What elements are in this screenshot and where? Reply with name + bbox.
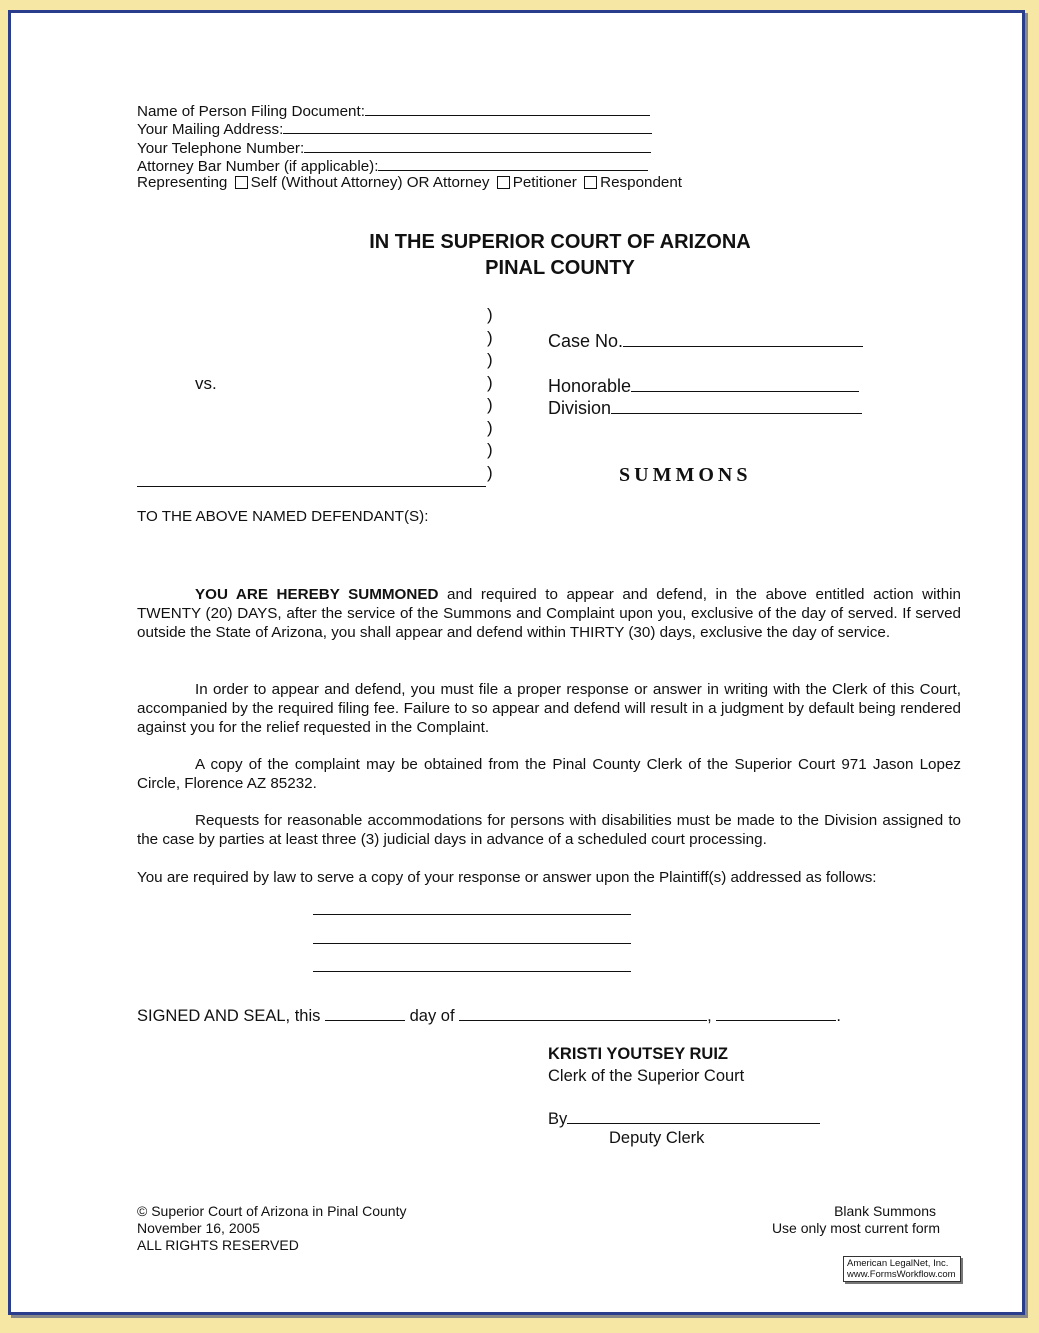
paren: ) [487,440,493,459]
paragraph-serve [137,869,961,888]
paren: ) [487,417,493,437]
vs-label: vs. [195,374,217,393]
accommodations-text: Requests for reasonable accommodations for persons with disabilities must be made to the Division assigned to the case by parties at least three (3) judicial days in advance of a scheduled court processing. [137,812,961,848]
form-date: November 16, 2005 [137,1220,260,1236]
comma: , [707,1007,712,1025]
summoned-text: and required to appear and defend, in the above entitled action within TWENTY (20) DAYS, after the service of the Summons and Complaint upon you, exclusive of the day of served. If served outside the State of Arizona, you shall appear and defend within THIRTY (30) days, exclusive the day of service. [137,586,961,641]
footer-right [740,1203,940,1237]
caption-divider [487,304,493,484]
bar-number-field[interactable] [378,156,648,171]
signed-year-field[interactable] [716,1004,836,1021]
honorable-field[interactable] [631,374,859,392]
plaintiff-address-line-1[interactable] [313,913,631,915]
paren: ) [487,372,493,392]
respondent-label: Respondent [600,174,683,192]
honorable-label: Honorable [548,376,632,396]
signed-label: SIGNED AND SEAL, this [137,1007,321,1025]
deputy-clerk-label: Deputy Clerk [609,1129,705,1147]
signed-day-field[interactable] [325,1004,405,1021]
period: . [836,1007,841,1025]
division-field[interactable] [611,396,862,414]
stamp-company: American LegalNet, Inc. [847,1258,949,1269]
serve-text: You are required by law to serve a copy of your response or answer upon the Plaintiff(s) addressed as follows: [137,869,877,886]
self-checkbox[interactable] [235,176,248,189]
court-title: IN THE SUPERIOR COURT OF ARIZONA [369,231,751,253]
division [548,396,862,419]
summons-title: SUMMONS [619,464,752,486]
representing-label: Representing [137,174,228,192]
signed-month-field[interactable] [459,1004,707,1021]
county-title: PINAL COUNTY [485,257,635,279]
case-number-label: Case No. [548,331,624,351]
phone-label: Your Telephone Number: [137,139,305,157]
deputy-signature-field[interactable] [567,1107,820,1124]
paren: ) [487,462,493,482]
case-number-field[interactable] [623,329,863,347]
paren: ) [487,327,493,347]
clerk-title: Clerk of the Superior Court [548,1067,745,1085]
address-field[interactable] [283,119,652,134]
appear-text: In order to appear and defend, you must file a proper response or answer in writing with the Clerk of this Court, accompanied by the required filing fee. Failure to so appear and defend will result in a judgment by default being rendered against you for the relief requested in the Complaint. [137,681,961,736]
rights: ALL RIGHTS RESERVED [137,1237,299,1253]
signed-line [137,1004,841,1026]
day-of-label: day of [409,1007,455,1025]
copyright: © Superior Court of Arizona in Pinal County [137,1203,407,1219]
honorable [548,374,859,397]
paren: ) [487,350,493,369]
defendant-name-field[interactable] [137,486,486,487]
stamp-url: www.FormsWorkflow.com [847,1269,956,1280]
by-line [548,1107,820,1129]
paragraph-appear [137,681,961,737]
paren: ) [487,395,493,414]
plaintiff-address-line-2[interactable] [313,942,631,944]
complaint-text: A copy of the complaint may be obtained from the Pinal County Clerk of the Superior Court 971 Jason Lopez Circle, Florence AZ 85232. [137,756,961,792]
plaintiff-address-line-3[interactable] [313,970,631,972]
document-page [8,10,1025,1315]
petitioner-checkbox[interactable] [497,176,510,189]
legalnet-stamp [843,1256,961,1282]
clerk-name: KRISTI YOUTSEY RUIZ [548,1045,729,1063]
footer-left [137,1203,406,1254]
summoned-bold: YOU ARE HEREBY SUMMONED [195,586,439,603]
paren: ) [487,305,493,324]
paragraph-accommodations [137,812,961,850]
form-name: Blank Summons [834,1203,936,1219]
case-number [548,329,863,352]
bar-number-label: Attorney Bar Number (if applicable): [137,157,379,175]
respondent-checkbox[interactable] [584,176,597,189]
form-note: Use only most current form [771,1220,940,1236]
self-label: Self (Without Attorney) OR Attorney [250,174,490,192]
name-label: Name of Person Filing Document: [137,103,365,120]
phone-field[interactable] [304,138,651,153]
paragraph-complaint-copy [137,756,961,794]
name-field[interactable] [365,101,650,116]
address-label: Your Mailing Address: [137,121,284,139]
division-label: Division [548,398,612,418]
filer-info [137,101,682,192]
paragraph-summoned [137,586,961,642]
to-defendant: TO THE ABOVE NAMED DEFENDANT(S): [137,508,429,525]
petitioner-label: Petitioner [512,174,577,192]
by-label: By [548,1110,568,1128]
